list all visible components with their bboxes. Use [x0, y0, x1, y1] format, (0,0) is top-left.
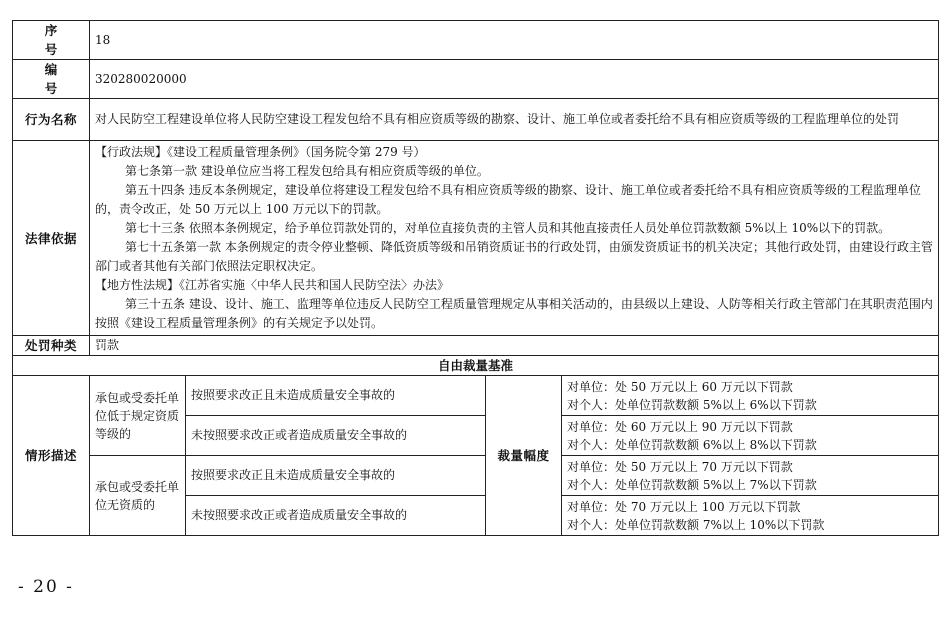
serial-label: 序 号 — [13, 21, 90, 60]
person-fine: 对个人：处单位罚款数额 6%以上 8%以下罚款 — [567, 437, 817, 452]
penalty-type-label: 处罚种类 — [13, 336, 90, 356]
legal-line-local-regulation-title: 【地方性法规】《江苏省实施〈中华人民共和国人民防空法〉办法》 — [95, 278, 450, 292]
case-description: 按照要求改正且未造成质量安全事故的 — [186, 376, 486, 416]
code-value: 320280020000 — [90, 60, 939, 99]
person-fine: 对个人：处单位罚款数额 5%以上 7%以下罚款 — [567, 477, 817, 492]
person-fine: 对个人：处单位罚款数额 7%以上 10%以下罚款 — [567, 517, 825, 532]
person-fine: 对个人：处单位罚款数额 5%以上 6%以下罚款 — [567, 397, 817, 412]
behavior-value: 对人民防空工程建设单位将人民防空建设工程发包给不具有相应资质等级的勘察、设计、施工单位或者委托给不具有相应资质等级的工程监理单位的处罚 — [90, 99, 939, 141]
legal-basis-row — [13, 141, 939, 336]
legal-line-article-73: 第七十三条 依照本条例规定，给予单位罚款处罚的，对单位直接负责的主管人员和其他直接责任人员处单位罚款数额 5%以上 10%以下的罚款。 — [125, 221, 891, 235]
penalty-type-value: 罚款 — [90, 336, 939, 356]
serial-row — [13, 21, 939, 60]
unit-fine: 对单位：处 50 万元以上 60 万元以下罚款 — [567, 379, 793, 394]
case-range — [562, 376, 939, 416]
case-description: 未按照要求改正或者造成质量安全事故的 — [186, 496, 486, 536]
behavior-label: 行为名称 — [13, 99, 90, 141]
group-subject: 承包或受委托单位无资质的 — [90, 456, 186, 536]
case-description: 未按照要求改正或者造成质量安全事故的 — [186, 416, 486, 456]
case-description: 按照要求改正且未造成质量安全事故的 — [186, 456, 486, 496]
case-range — [562, 496, 939, 536]
serial-value: 18 — [90, 21, 939, 60]
unit-fine: 对单位：处 70 万元以上 100 万元以下罚款 — [567, 499, 801, 514]
legal-line-article-54: 第五十四条 违反本条例规定，建设单位将建设工程发包给不具有相应资质等级的勘察、设计、施工单位或者委托给不具有相应资质等级的工程监理单位的，责令改正，处 50 万元以上 100 万元以下的罚款。 — [95, 183, 921, 216]
behavior-row — [13, 99, 939, 141]
discretion-row — [13, 456, 939, 496]
range-label: 裁量幅度 — [486, 376, 562, 536]
code-label: 编 号 — [13, 60, 90, 99]
code-row — [13, 60, 939, 99]
legal-line-article-7: 第七条第一款 建设单位应当将工程发包给具有相应资质等级的单位。 — [125, 164, 489, 178]
page-number: - 20 - — [18, 577, 74, 597]
legal-basis-label: 法律依据 — [13, 141, 90, 336]
penalty-table — [12, 20, 939, 536]
group-subject: 承包或受委托单位低于规定资质等级的 — [90, 376, 186, 456]
discretion-row — [13, 376, 939, 416]
legal-line-article-35: 第三十五条 建设、设计、施工、监理等单位违反人民防空工程质量管理规定从事相关活动的，由县级以上建设、人防等相关行政主管部门在其职责范围内按照《建设工程质量管理条例》的有关规定予以处罚。 — [95, 297, 933, 330]
legal-line-regulation-title: 【行政法规】《建设工程质量管理条例》（国务院令第 279 号） — [95, 145, 426, 159]
situation-label: 情形描述 — [13, 376, 90, 536]
penalty-table-sheet — [12, 20, 938, 536]
legal-basis-content — [90, 141, 939, 336]
discretion-header-row — [13, 356, 939, 376]
case-range — [562, 416, 939, 456]
legal-line-article-75: 第七十五条第一款 本条例规定的责令停业整顿、降低资质等级和吊销资质证书的行政处罚，由颁发资质证书的机关决定；其他行政处罚，由建设行政主管部门或者其他有关部门依照法定职权决定。 — [95, 240, 933, 273]
case-range — [562, 456, 939, 496]
penalty-type-row — [13, 336, 939, 356]
unit-fine: 对单位：处 60 万元以上 90 万元以下罚款 — [567, 419, 793, 434]
discretion-header: 自由裁量基准 — [13, 356, 939, 376]
unit-fine: 对单位：处 50 万元以上 70 万元以下罚款 — [567, 459, 793, 474]
